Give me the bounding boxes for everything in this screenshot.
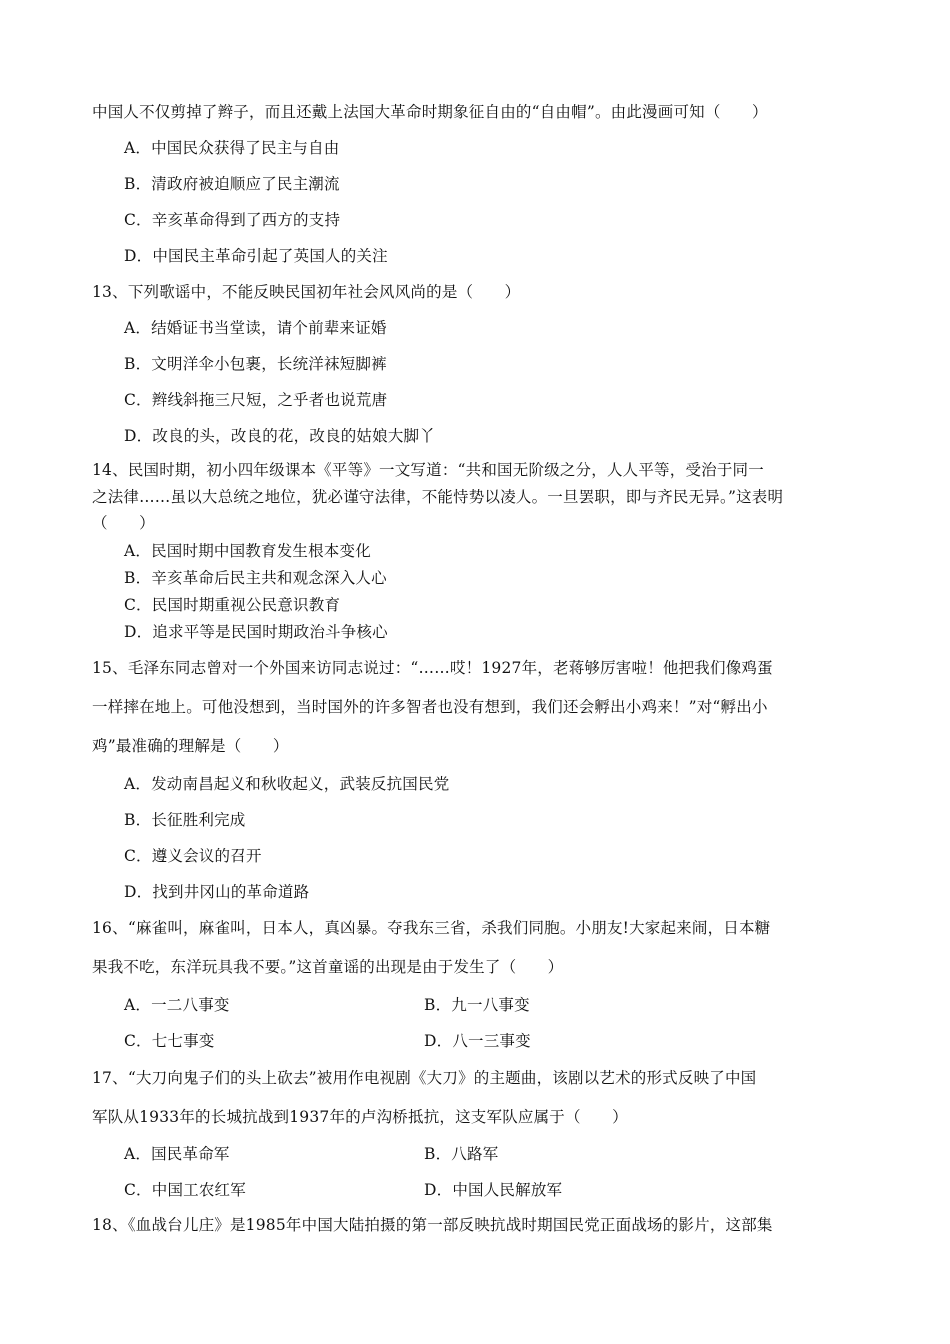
question-18-stem-line-1: 18、《血战台儿庄》是1985年中国大陆拍摄的第一部反映抗战时期国民党正面战场的影片，这部集 <box>92 1216 773 1234</box>
question-15-stem-line-1: 15、毛泽东同志曾对一个外国来访同志说过：“……哎！1927年，老蒋够厉害啦！他把我们像鸡蛋 <box>92 659 773 677</box>
question-13-option-c: C．辫线斜拖三尺短，之乎者也说荒唐 <box>124 391 388 409</box>
question-16-option-d: D．八一三事变 <box>424 1032 531 1050</box>
question-15-option-c: C．遵义会议的召开 <box>124 847 262 865</box>
question-14-option-c: C．民国时期重视公民意识教育 <box>124 596 341 614</box>
question-16-stem-line-2: 果我不吃，东洋玩具我不要。”这首童谣的出现是由于发生了（ ） <box>92 958 564 976</box>
question-17-option-c: C．中国工农红军 <box>124 1181 246 1199</box>
question-14-option-a: A．民国时期中国教育发生根本变化 <box>124 542 371 560</box>
question-16-option-b: B．九一八事变 <box>424 996 530 1014</box>
question-16-option-a: A．一二八事变 <box>124 996 230 1014</box>
question-17-stem-line-1: 17、“大刀向鬼子们的头上砍去”被用作电视剧《大刀》的主题曲，该剧以艺术的形式反映了中国 <box>92 1069 757 1087</box>
question-12-option-a: A．中国民众获得了民主与自由 <box>124 139 340 157</box>
question-12-option-c: C．辛亥革命得到了西方的支持 <box>124 211 341 229</box>
question-16-option-c: C．七七事变 <box>124 1032 215 1050</box>
question-14-stem-line-3: （ ） <box>92 514 155 532</box>
question-13-option-a: A．结婚证书当堂读，请个前辈来证婚 <box>124 319 387 337</box>
question-17-option-b: B．八路军 <box>424 1145 499 1163</box>
question-17-option-a: A．国民革命军 <box>124 1145 230 1163</box>
question-13-option-b: B．文明洋伞小包裹，长统洋袜短脚裤 <box>124 355 387 373</box>
question-12-stem-continuation: 中国人不仅剪掉了辫子，而且还戴上法国大革命时期象征自由的“自由帽”。由此漫画可知（ ） <box>92 103 768 121</box>
question-13-stem: 13、下列歌谣中，不能反映民国初年社会风风尚的是（ ） <box>92 283 521 301</box>
question-15-option-d: D．找到井冈山的革命道路 <box>124 883 310 901</box>
question-17-stem-line-2: 军队从1933年的长城抗战到1937年的卢沟桥抵抗，这支军队应属于（ ） <box>92 1108 628 1126</box>
question-15-option-a: A．发动南昌起义和秋收起义，武装反抗国民党 <box>124 775 450 793</box>
question-14-option-b: B．辛亥革命后民主共和观念深入人心 <box>124 569 387 587</box>
question-16-stem-line-1: 16、“麻雀叫，麻雀叫，日本人，真凶暴。夺我东三省，杀我们同胞。小朋友!大家起来闹，日本糖 <box>92 919 771 937</box>
question-15-option-b: B．长征胜利完成 <box>124 811 246 829</box>
question-15-stem-line-2: 一样摔在地上。可他没想到，当时国外的许多智者也没有想到，我们还会孵出小鸡来！”对“孵出小 <box>92 698 768 716</box>
question-17-option-d: D．中国人民解放军 <box>424 1181 563 1199</box>
question-14-stem-line-1: 14、民国时期，初小四年级课本《平等》一文写道：“共和国无阶级之分，人人平等，受治于同一 <box>92 461 764 479</box>
question-15-stem-line-3: 鸡”最准确的理解是（ ） <box>92 737 289 755</box>
question-12-option-b: B．清政府被迫顺应了民主潮流 <box>124 175 340 193</box>
question-12-option-d: D．中国民主革命引起了英国人的关注 <box>124 247 388 265</box>
question-14-option-d: D．追求平等是民国时期政治斗争核心 <box>124 623 388 641</box>
question-14-stem-line-2: 之法律……虽以大总统之地位，犹必谨守法律，不能恃势以凌人。一旦罢职，即与齐民无异。”这表明 <box>92 488 784 506</box>
question-13-option-d: D．改良的头，改良的花，改良的姑娘大脚丫 <box>124 427 435 445</box>
